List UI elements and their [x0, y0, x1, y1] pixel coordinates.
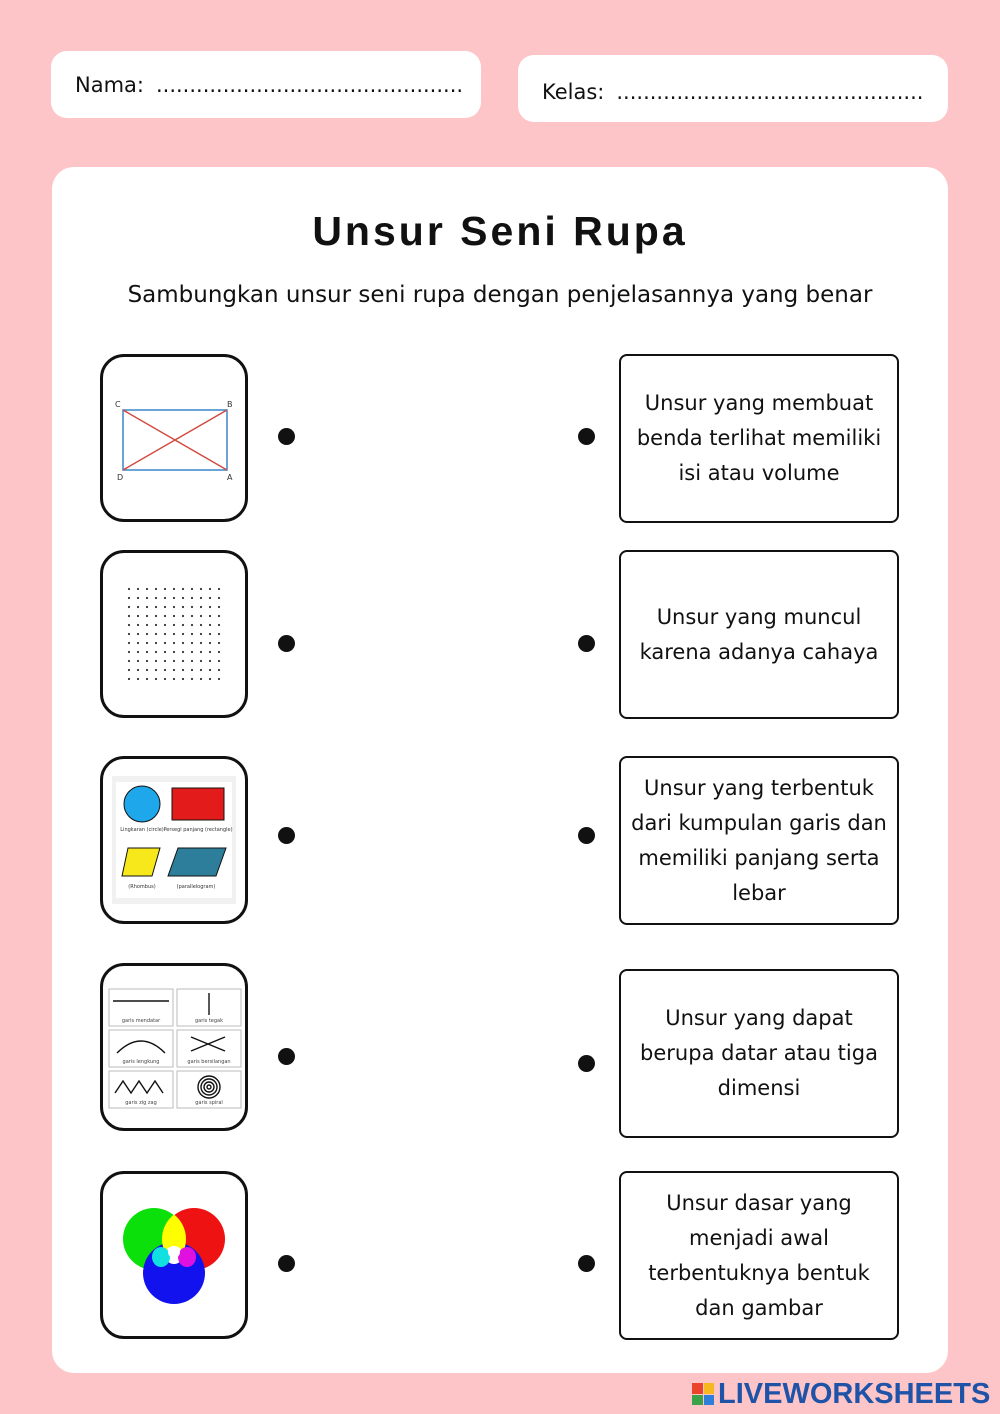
grid-dot	[137, 651, 139, 653]
circle-label: Lingkaran (circle)	[120, 827, 164, 833]
parallelogram-label: (parallelogram)	[176, 884, 216, 890]
grid-dot	[128, 588, 130, 590]
grid-dot	[200, 597, 202, 599]
line-label-zigzag: garis zig zag	[125, 1100, 157, 1106]
grid-dot	[200, 642, 202, 644]
grid-dot	[146, 624, 148, 626]
right-dot-3[interactable]	[578, 827, 595, 844]
grid-dot	[164, 678, 166, 680]
grid-dot	[209, 588, 211, 590]
grid-dot	[146, 633, 148, 635]
grid-dot	[182, 642, 184, 644]
left-dot-5[interactable]	[278, 1255, 295, 1272]
grid-dot	[173, 624, 175, 626]
grid-dot	[164, 642, 166, 644]
grid-dot	[173, 642, 175, 644]
grid-dot	[155, 669, 157, 671]
grid-dot	[218, 615, 220, 617]
grid-dot	[155, 633, 157, 635]
grid-dot	[137, 588, 139, 590]
grid-dot	[173, 651, 175, 653]
name-label: Nama:	[75, 72, 144, 97]
rectangle-diagonals-icon	[109, 393, 239, 483]
name-field[interactable]	[51, 51, 481, 118]
left-dot-2[interactable]	[278, 635, 295, 652]
grid-dot	[173, 597, 175, 599]
right-dot-1[interactable]	[578, 428, 595, 445]
grid-dot	[173, 678, 175, 680]
grid-dot	[146, 678, 148, 680]
grid-dot	[164, 606, 166, 608]
class-blank[interactable]: ..............................................	[616, 79, 924, 104]
grid-dot	[128, 624, 130, 626]
grid-dot	[155, 660, 157, 662]
grid-dot	[209, 678, 211, 680]
grid-dot	[164, 588, 166, 590]
grid-dot	[128, 642, 130, 644]
grid-dot	[164, 660, 166, 662]
grid-dot	[155, 678, 157, 680]
grid-dot	[200, 606, 202, 608]
grid-dot	[137, 597, 139, 599]
grid-dot	[218, 606, 220, 608]
grid-dot	[173, 588, 175, 590]
grid-dot	[182, 633, 184, 635]
grid-dot	[146, 660, 148, 662]
right-dot-2[interactable]	[578, 635, 595, 652]
grid-dot	[173, 615, 175, 617]
image-card-1[interactable]	[100, 354, 248, 522]
grid-dot	[137, 678, 139, 680]
grid-dot	[128, 597, 130, 599]
grid-dot	[200, 660, 202, 662]
grid-dot	[182, 660, 184, 662]
grid-dot	[218, 669, 220, 671]
grid-dot	[155, 597, 157, 599]
grid-dot	[191, 651, 193, 653]
grid-dot	[155, 615, 157, 617]
svg-text:A: A	[227, 473, 233, 482]
grid-dot	[191, 615, 193, 617]
grid-dot	[146, 669, 148, 671]
image-card-4[interactable]	[100, 963, 248, 1131]
grid-dot	[137, 606, 139, 608]
left-dot-3[interactable]	[278, 827, 295, 844]
grid-dot	[128, 651, 130, 653]
left-dot-4[interactable]	[278, 1048, 295, 1065]
grid-dot	[200, 669, 202, 671]
grid-dot	[200, 624, 202, 626]
description-card-4[interactable]: Unsur yang dapat berupa datar atau tiga dimensi	[619, 969, 899, 1138]
grid-dot	[128, 606, 130, 608]
grid-dot	[146, 597, 148, 599]
grid-dot	[218, 678, 220, 680]
grid-dot	[137, 669, 139, 671]
grid-dot	[191, 606, 193, 608]
grid-dot	[155, 588, 157, 590]
grid-dot	[182, 678, 184, 680]
grid-dot	[128, 669, 130, 671]
grid-dot	[209, 624, 211, 626]
grid-dot	[200, 588, 202, 590]
grid-dot	[191, 678, 193, 680]
grid-dot	[155, 624, 157, 626]
grid-dot	[209, 651, 211, 653]
grid-dot	[164, 615, 166, 617]
grid-dot	[209, 615, 211, 617]
grid-dot	[209, 606, 211, 608]
line-label-curved: garis lengkung	[122, 1059, 160, 1065]
class-field[interactable]	[518, 55, 948, 122]
grid-dot	[200, 615, 202, 617]
grid-dot	[164, 669, 166, 671]
grid-dot	[182, 597, 184, 599]
grid-dot	[146, 651, 148, 653]
grid-dot	[218, 597, 220, 599]
color-circles-icon	[114, 1195, 234, 1315]
grid-dot	[218, 588, 220, 590]
grid-dot	[182, 651, 184, 653]
svg-text:C: C	[115, 400, 121, 409]
rectangle-label: Persegi panjang (rectangle)	[163, 827, 233, 833]
page-title: Unsur Seni Rupa	[312, 208, 688, 254]
grid-dot	[173, 606, 175, 608]
grid-dot	[182, 588, 184, 590]
grid-dot	[200, 633, 202, 635]
grid-dot	[191, 633, 193, 635]
grid-dot	[209, 633, 211, 635]
right-dot-5[interactable]	[578, 1255, 595, 1272]
grid-dot	[164, 624, 166, 626]
instruction-text: Sambungkan unsur seni rupa dengan penjelasannya yang benar	[127, 282, 873, 308]
description-card-3[interactable]: Unsur yang terbentuk dari kumpulan garis dan memiliki panjang serta lebar	[619, 756, 899, 925]
grid-dot	[137, 642, 139, 644]
grid-dot	[209, 597, 211, 599]
dot-grid-icon	[124, 584, 224, 684]
left-dot-1[interactable]	[278, 428, 295, 445]
grid-dot	[173, 669, 175, 671]
grid-dot	[191, 588, 193, 590]
class-label: Kelas:	[542, 79, 605, 104]
grid-dot	[146, 606, 148, 608]
description-card-5[interactable]: Unsur dasar yang menjadi awal terbentuknya bentuk dan gambar	[619, 1171, 899, 1340]
grid-dot	[200, 678, 202, 680]
grid-dot	[191, 597, 193, 599]
grid-dot	[128, 615, 130, 617]
description-card-2[interactable]: Unsur yang muncul karena adanya cahaya	[619, 550, 899, 719]
grid-dot	[155, 606, 157, 608]
grid-dot	[209, 660, 211, 662]
grid-dot	[182, 615, 184, 617]
right-dot-4[interactable]	[578, 1055, 595, 1072]
line-label-horizontal: garis mendatar	[121, 1018, 161, 1024]
grid-dot	[146, 588, 148, 590]
grid-dot	[155, 651, 157, 653]
grid-dot	[218, 651, 220, 653]
svg-text:B: B	[227, 400, 233, 409]
grid-dot	[182, 624, 184, 626]
grid-dot	[146, 642, 148, 644]
grid-dot	[200, 651, 202, 653]
grid-dot	[128, 660, 130, 662]
grid-dot	[218, 624, 220, 626]
grid-dot	[173, 660, 175, 662]
rhombus-label: (Rhombus)	[128, 884, 156, 890]
shapes-icon	[112, 776, 236, 904]
image-card-3[interactable]	[100, 756, 248, 924]
grid-dot	[137, 633, 139, 635]
grid-dot	[218, 633, 220, 635]
grid-dot	[155, 642, 157, 644]
grid-dot	[209, 642, 211, 644]
grid-dot	[137, 615, 139, 617]
grid-dot	[164, 597, 166, 599]
grid-dot	[191, 660, 193, 662]
line-label-vertical: garis tegak	[194, 1018, 224, 1024]
grid-dot	[191, 669, 193, 671]
svg-text:D: D	[117, 473, 124, 482]
grid-dot	[182, 606, 184, 608]
line-label-spiral: garis spiral	[195, 1100, 223, 1106]
liveworksheets-icon	[692, 1383, 714, 1405]
grid-dot	[164, 651, 166, 653]
line-types-icon	[105, 985, 243, 1109]
brand-text: LIVEWORKSHEETS	[718, 1377, 991, 1410]
grid-dot	[191, 642, 193, 644]
grid-dot	[191, 624, 193, 626]
grid-dot	[128, 633, 130, 635]
grid-dot	[137, 660, 139, 662]
grid-dot	[146, 615, 148, 617]
grid-dot	[137, 624, 139, 626]
grid-dot	[173, 633, 175, 635]
grid-dot	[209, 669, 211, 671]
grid-dot	[218, 642, 220, 644]
grid-dot	[218, 660, 220, 662]
image-card-2[interactable]	[100, 550, 248, 718]
grid-dot	[164, 633, 166, 635]
grid-dot	[182, 669, 184, 671]
description-card-1[interactable]: Unsur yang membuat benda terlihat memiliki isi atau volume	[619, 354, 899, 523]
liveworksheets-logo	[692, 1378, 990, 1410]
image-card-5[interactable]	[100, 1171, 248, 1339]
grid-dot	[128, 678, 130, 680]
line-label-crossing: garis bersilangan	[187, 1059, 231, 1065]
name-blank[interactable]: ..............................................	[155, 72, 464, 97]
